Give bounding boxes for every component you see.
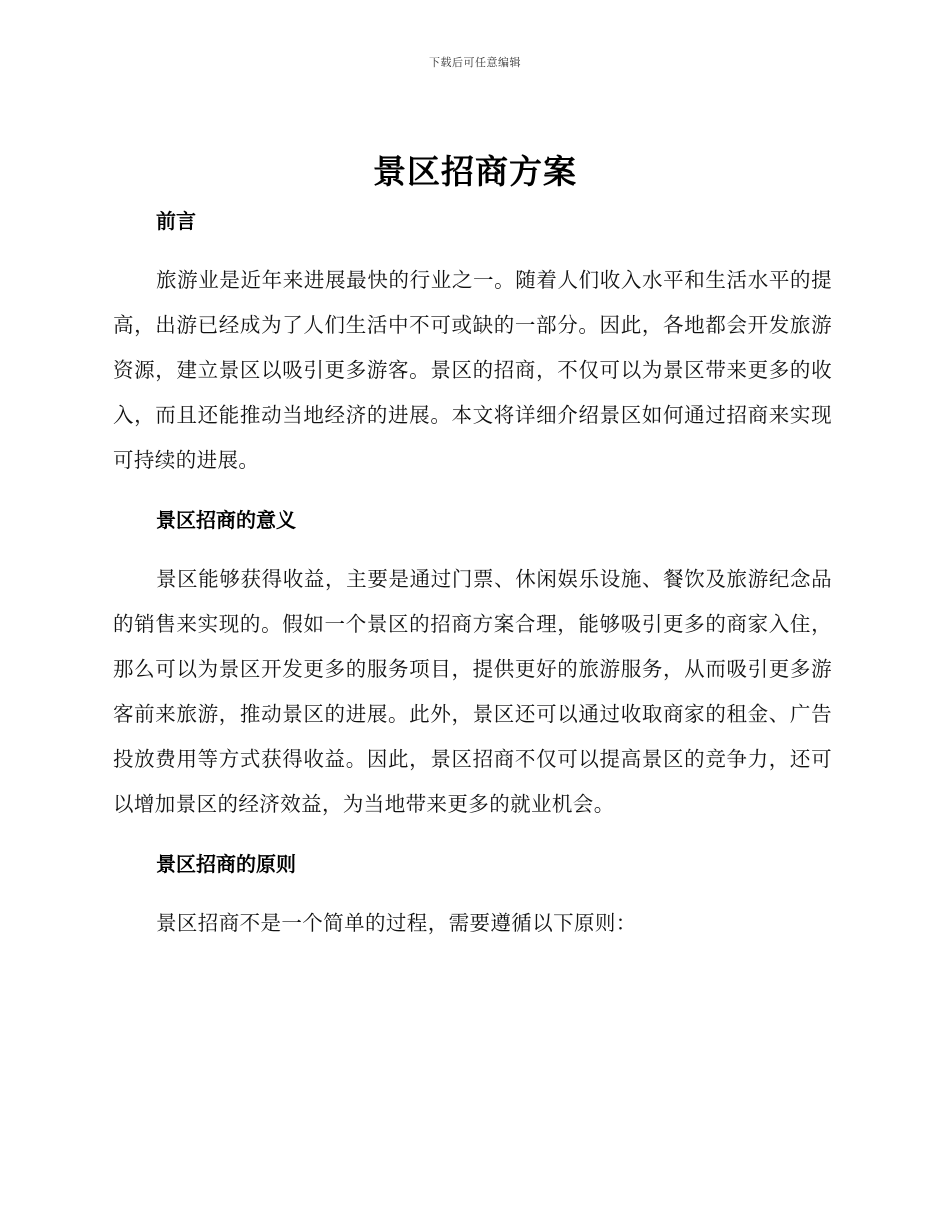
section-heading-significance: 景区招商的意义 (156, 508, 296, 532)
paragraph-significance: 景区能够获得收益，主要是通过门票、休闲娱乐设施、餐饮及旅游纪念品的销售来实现的。假如一个景区的招商方案合理，能够吸引更多的商家入住，那么可以为景区开发更多的服务项目，提供更好的旅游服务，从而吸引更多游客前来旅游，推动景区的进展。此外，景区还可以通过收取商家的租金、广告投放费用等方式获得收益。因此，景区招商不仅可以提高景区的竞争力，还可以增加景区的经济效益，为当地带来更多的就业机会。 (113, 567, 832, 816)
section-heading-principles: 景区招商的原则 (156, 852, 296, 876)
section-heading-preface: 前言 (156, 209, 196, 233)
page-header-note: 下载后可任意编辑 (429, 56, 521, 69)
document-title: 景区招商方案 (373, 152, 577, 191)
document-body (113, 198, 832, 960)
paragraph-principles: 景区招商不是一个简单的过程，需要遵循以下原则： (156, 911, 637, 935)
paragraph-preface: 旅游业是近年来进展最快的行业之一。随着人们收入水平和生活水平的提高，出游已经成为了人们生活中不可或缺的一部分。因此，各地都会开发旅游资源，建立景区以吸引更多游客。景区的招商，不仅可以为景区带来更多的收入，而且还能推动当地经济的进展。本文将详细介绍景区如何通过招商来实现可持续的进展。 (113, 268, 832, 472)
